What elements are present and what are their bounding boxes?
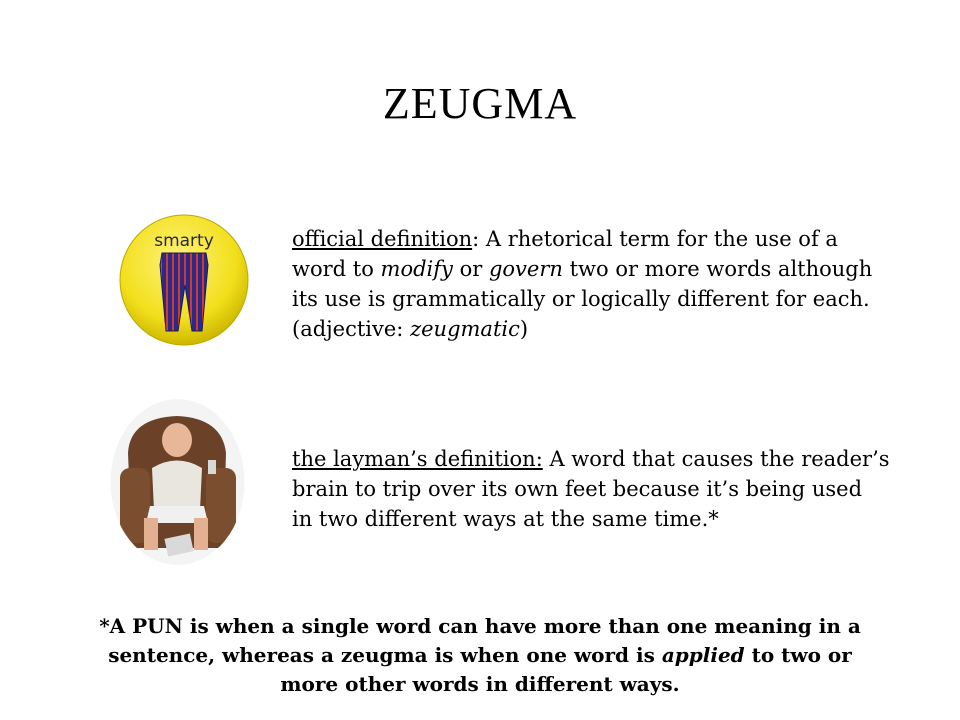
svg-text:smarty: smarty	[154, 231, 214, 251]
smarty-pants-badge-icon	[118, 213, 250, 347]
pun-footnote: *A PUN is when a single word can have more than one meaning in a sentence, whereas a zeugma is when one word is applied to two or more other words in different ways.	[99, 614, 861, 696]
layman-definition: the layman’s definition: A word that causes the reader’s brain to trip over its own feet because it’s being used in two different ways at the same time.*	[292, 447, 890, 531]
slide-title: ZEUGMA	[382, 79, 578, 128]
layman-definition-label: the layman’s definition:	[292, 447, 543, 471]
man-in-armchair-image	[110, 398, 245, 566]
official-definition: official definition: A rhetorical term for the use of a word to modify or govern two or more words although its use is grammatically or logically different for each. (adjective: zeugmatic)	[292, 227, 873, 341]
official-definition-label: official definition	[292, 227, 473, 251]
